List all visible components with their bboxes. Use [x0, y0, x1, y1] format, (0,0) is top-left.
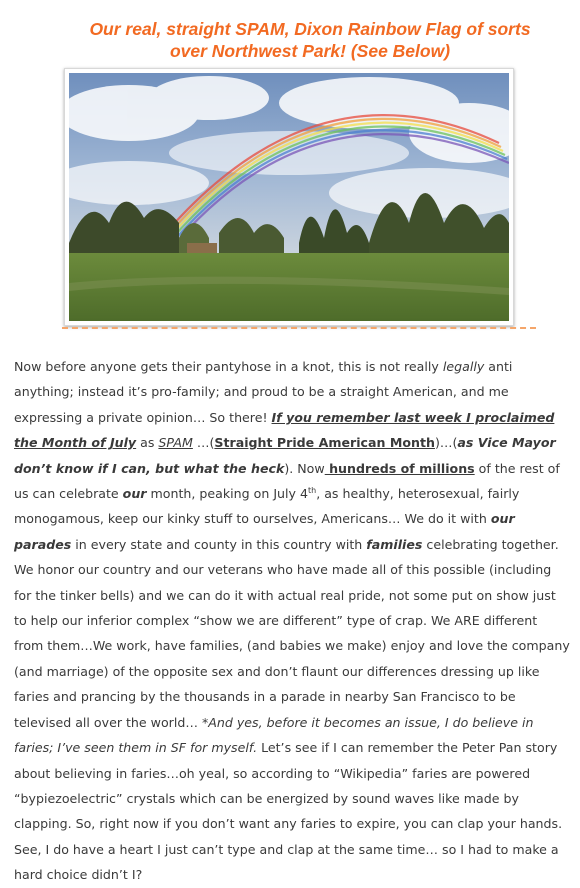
proclamation-link[interactable]: If you remember last week I proclaimed the Month of July	[14, 409, 555, 451]
article-body	[14, 354, 570, 888]
article-paragraph: Now before anyone gets their pantyhose in a knot, this is not really legally anti anything; instead it’s pro-family; and proud to be a straight American, and me expressing a private opinion… So there! If you remember last week I proclaimed the Month of July as SPAM …(Straight Pride American Month)…(as Vice Mayor don’t know if I can, but what the heck). Now hundreds of millions of the rest of us can celebrate our month, peaking on July 4th, as healthy, heterosexual, fairly monogamous, keep our kinky stuff to ourselves, Americans… We do it with our parades in every state and county in this country with families celebrating together. We honor our country and our veterans who have made all of this possible (including for the tinker bells) and we can do it with actual real pride, not some put on show just to help our inferior complex “show we are different” type of crap. We ARE different from them…We work, have families, (and babies we make) enjoy and love the company (and marriage) of the opposite sex and don’t flaunt our differences dressing up like faries and prancing by the thousands in a parade in nearby San Francisco to be televised all over the world… *And yes, before it becomes an issue, I do believe in faries; I’ve seen them in SF for myself. Let’s see if I can remember the Peter Pan story about believing in faries…oh yeal, so according to “Wikipedia” faries are powered “bypiezoelectric” crystals which can be energized by sound waves like made by clapping. So, right now if you don’t want any faries to expire, you can clap your hands. See, I do have a heart I just can’t type and clap at the same time… so I had to make a hard choice didn’t I?	[14, 359, 570, 883]
hundreds-of-millions-link[interactable]: hundreds of millions	[324, 460, 475, 476]
spam-definition-link[interactable]: Straight Pride American Month	[214, 435, 435, 451]
headline	[40, 18, 580, 62]
dashed-divider	[62, 327, 536, 329]
headline-line-1: Our real, straight SPAM, Dixon Rainbow Flag of sorts	[89, 19, 531, 39]
rainbow-park-photo	[69, 73, 509, 321]
headline-line-2: over Northwest Park! (See Below)	[169, 41, 451, 61]
photo-frame	[64, 68, 514, 326]
spam-link[interactable]: SPAM	[158, 435, 193, 451]
